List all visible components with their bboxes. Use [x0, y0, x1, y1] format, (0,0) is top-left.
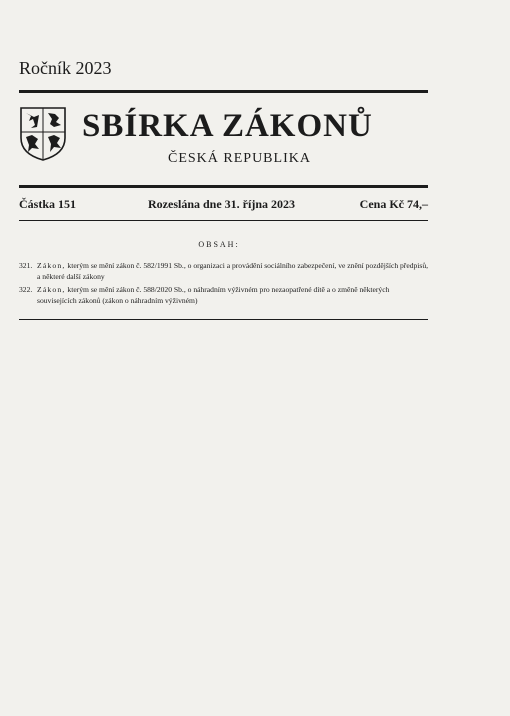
contents-item — [19, 261, 429, 283]
contents-rule — [19, 319, 428, 320]
item-text — [37, 261, 429, 283]
info-rule — [19, 220, 428, 221]
contents-heading: OBSAH: — [198, 240, 240, 249]
item-number: 322. — [19, 285, 33, 294]
gazette-subtitle: ČESKÁ REPUBLIKA — [168, 151, 311, 166]
item-description: kterým se mění zákon č. 582/1991 Sb., o organizaci a provádění sociálního zabezpečení, ve znění pozdějších předpisů, a některé další zákony — [37, 261, 429, 281]
item-text — [37, 285, 429, 307]
price: Cena Kč 74,– — [359, 197, 428, 211]
item-type: Zákon, — [37, 261, 66, 270]
issue-info-bar — [19, 197, 428, 213]
volume-year: Ročník 2023 — [19, 58, 112, 78]
item-description: kterým se mění zákon č. 588/2020 Sb., o náhradním výživném pro nezaopatřené dítě a o změně některých souvisejících zákonů (zákon o náhradním výživném) — [37, 285, 390, 305]
top-rule — [19, 90, 428, 93]
issue-number: Částka 151 — [19, 197, 77, 211]
header-rule — [19, 185, 428, 188]
item-type: Zákon, — [37, 285, 66, 294]
gazette-title: SBÍRKA ZÁKONŮ — [82, 108, 373, 144]
state-emblem-icon — [19, 106, 67, 162]
item-number: 321. — [19, 261, 33, 270]
distribution-date: Rozeslána dne 31. října 2023 — [148, 197, 295, 211]
contents-item — [19, 285, 429, 307]
